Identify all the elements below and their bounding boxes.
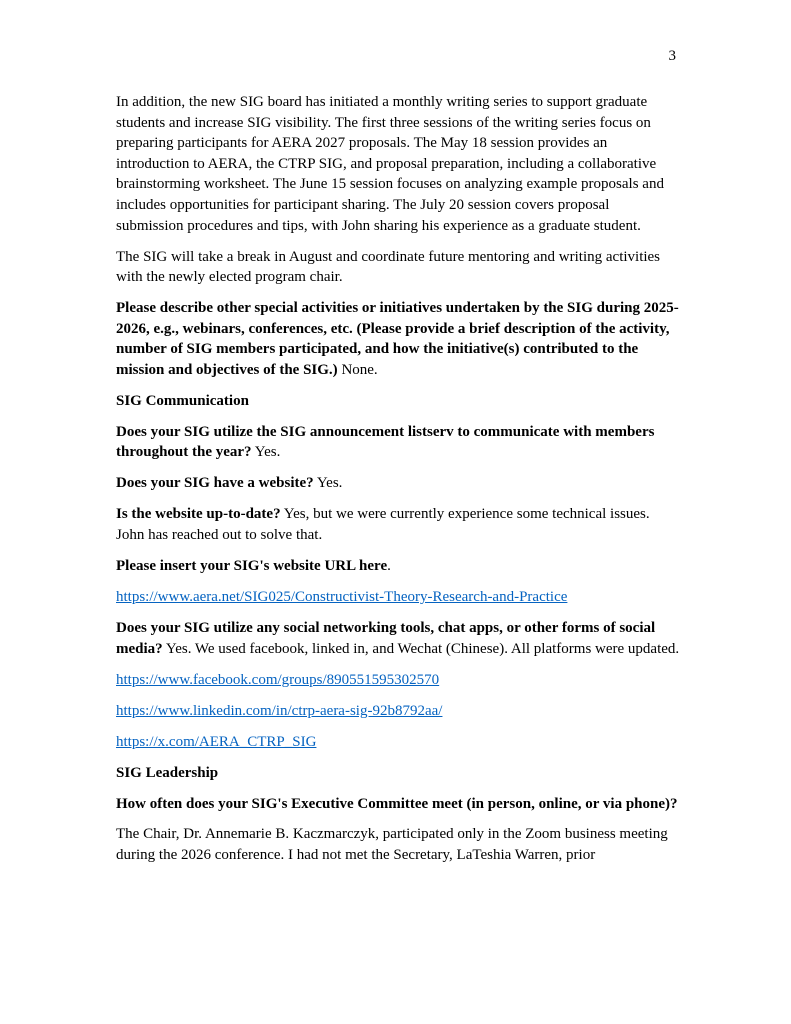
website-answer: Yes. [313, 475, 343, 492]
social-media-question: Does your SIG utilize any social networking tools, chat apps, or other forms of social media? [116, 619, 656, 657]
social-media-item [116, 618, 680, 659]
facebook-item [116, 670, 680, 691]
listserv-question: Does your SIG utilize the SIG announcement listserv to communicate with members throughout the year? [116, 423, 655, 461]
website-url-link[interactable]: https://www.aera.net/SIG025/Constructivist-Theory-Research-and-Practice [116, 589, 568, 605]
facebook-link[interactable]: https://www.facebook.com/groups/890551595302570 [116, 671, 440, 688]
linkedin-link[interactable]: https://www.linkedin.com/in/ctrp-aera-sig-92b8792aa/ [116, 702, 443, 719]
sig-communication-heading: SIG Communication [116, 392, 249, 409]
exec-meet-answer: The Chair, Dr. Annemarie B. Kaczmarczyk, participated only in the Zoom business meeting during the 2026 conference. I had not met the Secretary, LaTeshia Warren, prior [116, 826, 668, 864]
website-url-question: Please insert your SIG's website URL here [116, 558, 388, 575]
website-item [116, 473, 680, 494]
sig-leadership-heading: SIG Leadership [116, 764, 219, 781]
special-activities-answer: None. [337, 361, 378, 378]
uptodate-item [116, 504, 680, 545]
website-url-item [116, 556, 680, 577]
august-break-paragraph: The SIG will take a break in August and coordinate future mentoring and writing activities with the newly elected program chair. [116, 248, 661, 286]
x-item [116, 732, 680, 753]
uptodate-answer: Yes, but we were currently experience some technical issues. John has reached out to solve that. [116, 506, 650, 544]
listserv-answer: Yes. [251, 444, 281, 461]
writing-series-paragraph: In addition, the new SIG board has initiated a monthly writing series to support graduate students and increase SIG visibility. The first three sessions of the writing series focus on preparing participants for AERA 2027 proposals. The May 18 session provides an introduction to AERA, the CTRP SIG, and proposal preparation, including a collaborative brainstorming worksheet. The June 15 session focuses on analyzing example proposals and includes opportunities for participant sharing. The July 20 session covers proposal submission procedures and tips, with John sharing his experience as a graduate student. [116, 94, 664, 234]
linkedin-item [116, 701, 680, 722]
special-activities-item [116, 298, 680, 380]
x-link[interactable]: https://x.com/AERA_CTRP_SIG [116, 733, 317, 750]
website-url-question-period: . [387, 558, 391, 575]
listserv-item [116, 422, 680, 463]
social-media-answer: Yes. We used facebook, linked in, and Wechat (Chinese). All platforms were updated. [162, 640, 680, 657]
website-url-item-link [116, 587, 680, 608]
exec-meet-question: How often does your SIG's Executive Committee meet (in person, online, or via phone)? [116, 795, 678, 812]
document-body [116, 92, 680, 876]
special-activities-question: Please describe other special activities or initiatives undertaken by the SIG during 2025-2026, e.g., webinars, conferences, etc. (Please provide a brief description of the activity, number of SIG members participated, and how the initiative(s) contributed to the mission and objectives of the SIG.) [116, 300, 679, 378]
uptodate-question: Is the website up-to-date? [116, 506, 281, 523]
website-question: Does your SIG have a website? [116, 475, 314, 492]
page-number: 3 [668, 48, 676, 64]
